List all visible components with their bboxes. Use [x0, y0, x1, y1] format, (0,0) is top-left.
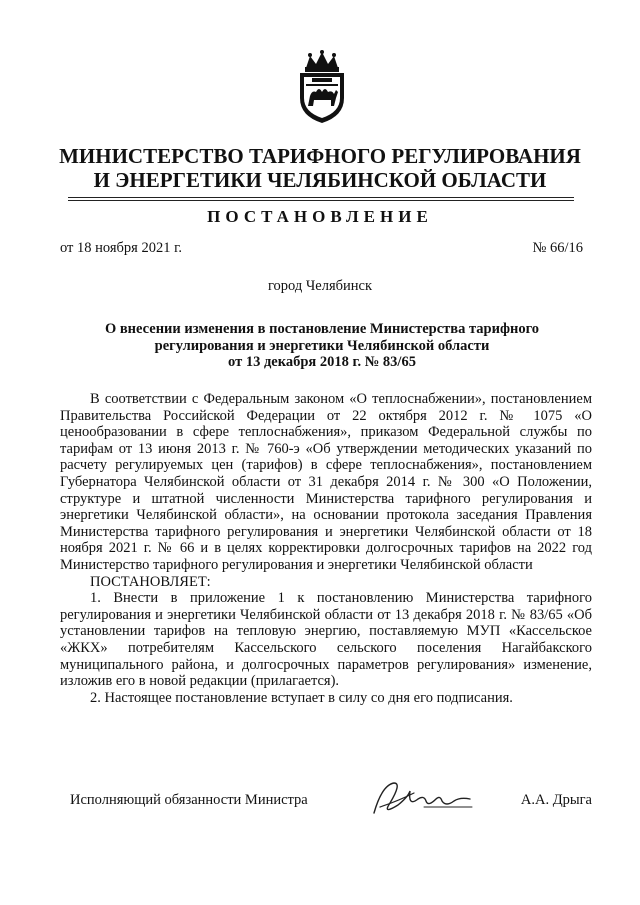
- header-divider-second: [68, 200, 574, 201]
- coat-of-arms-icon: [294, 50, 350, 124]
- document-type: ПОСТАНОВЛЕНИЕ: [207, 207, 433, 226]
- item-2-paragraph: 2. Настоящее постановление вступает в силу со дня его подписания.: [90, 689, 513, 706]
- document-number: № 66/16: [532, 240, 583, 256]
- document-body: [60, 391, 592, 706]
- signatory-name: А.А. Дрыга: [520, 792, 592, 808]
- handwritten-signature: [368, 777, 474, 819]
- document-subject: [80, 321, 564, 371]
- document-city: город Челябинск: [267, 278, 373, 294]
- item-1-paragraph: 1. Внести в приложение 1 к постановлению Министерства тарифного регулирования и энергетики Челябинской области от 13 декабря 2018 г. № 83/65 «Об установлении тарифов на тепловую энергию, поставляемую МУП «Кассельское «ЖКХ» потребителям Кассельского сельского поселения Нагайбакского муниципального района, и долгосрочных параметров регулирования» изменение, изложив его в новой редакции (прилагается).: [60, 590, 592, 690]
- document-date: от 18 ноября 2021 г.: [60, 240, 183, 256]
- preamble-paragraph: В соответствии с Федеральным законом «О теплоснабжении», постановлением Правительства Российской Федерации от 22 октября 2012 г. № 1075 «О ценообразовании в сфере теплоснабжения», приказом Федеральной службы по тарифам от 13 июня 2013 г. № 760-э «Об утверждении методических указаний по расчету регулируемых цен (тарифов) в сфере теплоснабжения», постановлением Губернатора Челябинской области от 31 декабря 2014 г. № 300 «О Положении, структуре и штатной численности Министерства тарифного регулирования и энергетики Челябинской области», на основании протокола заседания Правления Министерства тарифного регулирования и энергетики Челябинской области от 18 ноября 2021 г. № 66 и в целях корректировки долгосрочных тарифов на 2022 год Министерство тарифного регулирования и энергетики Челябинской области: [60, 391, 592, 573]
- subject-line3: от 13 декабря 2018 г. № 83/65: [228, 354, 416, 370]
- subject-line1: О внесении изменения в постановление Министерства тарифного: [104, 321, 540, 337]
- subject-line2: регулирования и энергетики Челябинской области: [154, 337, 490, 354]
- ministry-name-line2: И ЭНЕРГЕТИКИ ЧЕЛЯБИНСКОЙ ОБЛАСТИ: [93, 168, 547, 192]
- decree-word: ПОСТАНОВЛЯЕТ:: [90, 573, 211, 590]
- ministry-name-line1: МИНИСТЕРСТВО ТАРИФНОГО РЕГУЛИРОВАНИЯ: [59, 144, 581, 168]
- header-divider: [68, 197, 574, 198]
- signatory-title: Исполняющий обязанности Министра: [70, 792, 308, 808]
